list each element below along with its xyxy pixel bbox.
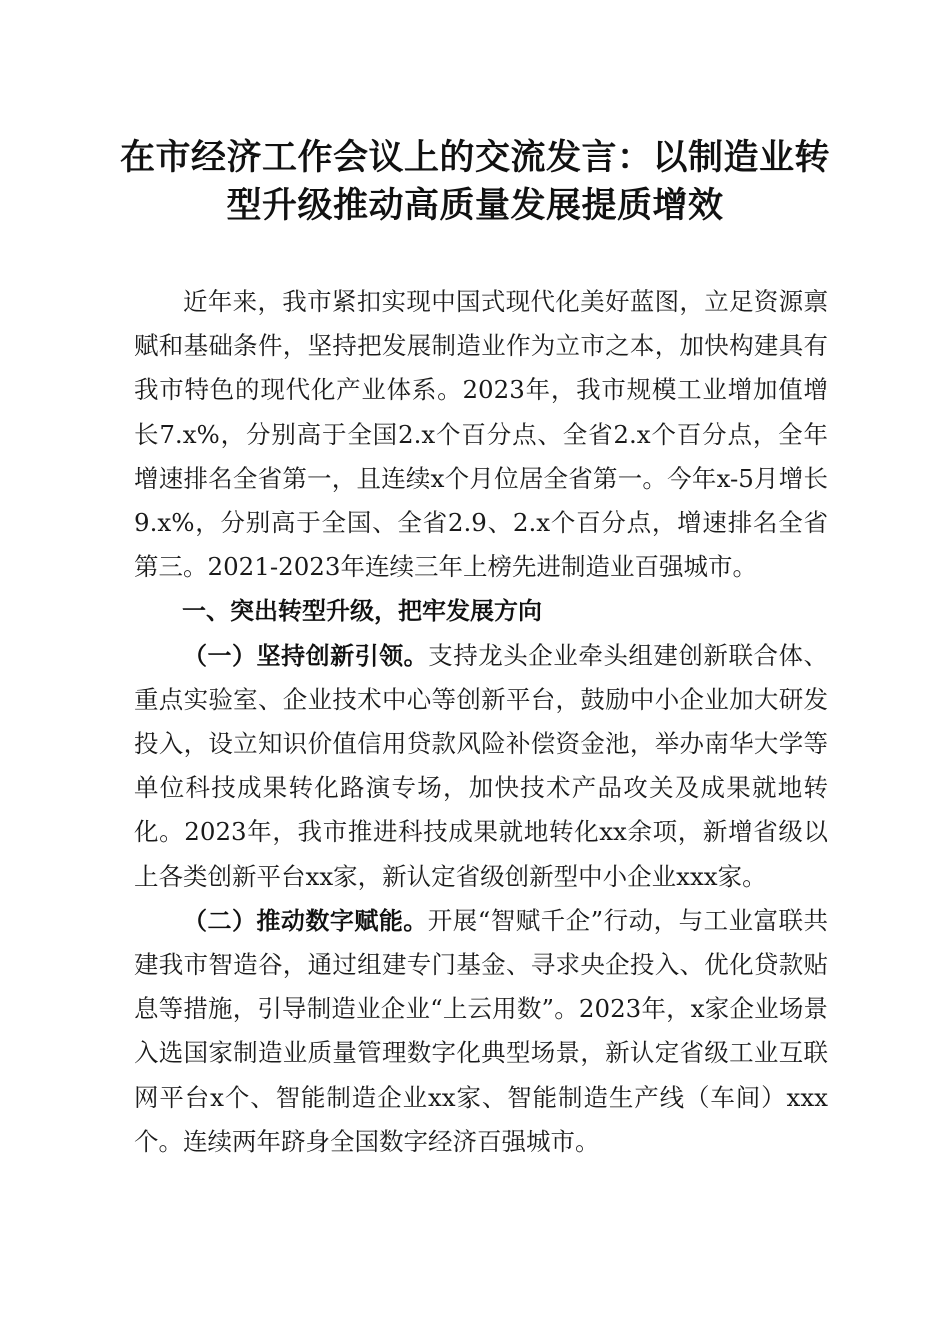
subsection-1-text: 支持龙头企业牵头组建创新联合体、重点实验室、企业技术中心等创新平台，鼓励中小企业加大研发投入，设立知识价值信用贷款风险补偿资金池，举办南华大学等单位科技成果转化路演专场，加快技术产品攻关及成果就地转化。2023年，我市推进科技成果就地转化xx余项，新增省级以上各类创新平台xx家，新认定省级创新型中小企业xxx家。: [134, 640, 829, 891]
subsection-2-text: 开展“智赋千企”行动，与工业富联共建我市智造谷，通过组建专门基金、寻求央企投入、优化贷款贴息等措施，引导制造业企业“上云用数”。2023年，x家企业场景入选国家制造业质量管理数字化典型场景，新认定省级工业互联网平台x个、智能制造企业xx家、智能制造生产线（车间）xxx个。连续两年跻身全国数字经济百强城市。: [134, 905, 828, 1156]
document-body: [134, 280, 828, 1164]
document-title: [100, 134, 850, 230]
section-1-heading: 一、突出转型升级，把牢发展方向: [182, 597, 542, 626]
subsection-1-lead: （一）坚持创新引领。: [183, 641, 429, 670]
title-line-2: 型升级推动高质量发展提质增效: [226, 185, 724, 226]
subsection-2-lead: （二）推动数字赋能。: [183, 906, 428, 935]
subsection-1-paragraph: [134, 634, 828, 899]
title-line-1: 在市经济工作会议上的交流发言：以制造业转: [119, 137, 830, 178]
subsection-2-paragraph: [134, 899, 828, 1164]
intro-paragraph: 近年来，我市紧扣实现中国式现代化美好蓝图，立足资源禀赋和基础条件，坚持把发展制造业作为立市之本，加快构建具有我市特色的现代化产业体系。2023年，我市规模工业增加值增长7.x%，分别高于全国2.x个百分点、全省2.x个百分点，全年增速排名全省第一，且连续x个月位居全省第一。今年x-5月增长9.x%，分别高于全国、全省2.9、2.x个百分点，增速排名全省第三。2021-2023年连续三年上榜先进制造业百强城市。: [134, 287, 828, 582]
